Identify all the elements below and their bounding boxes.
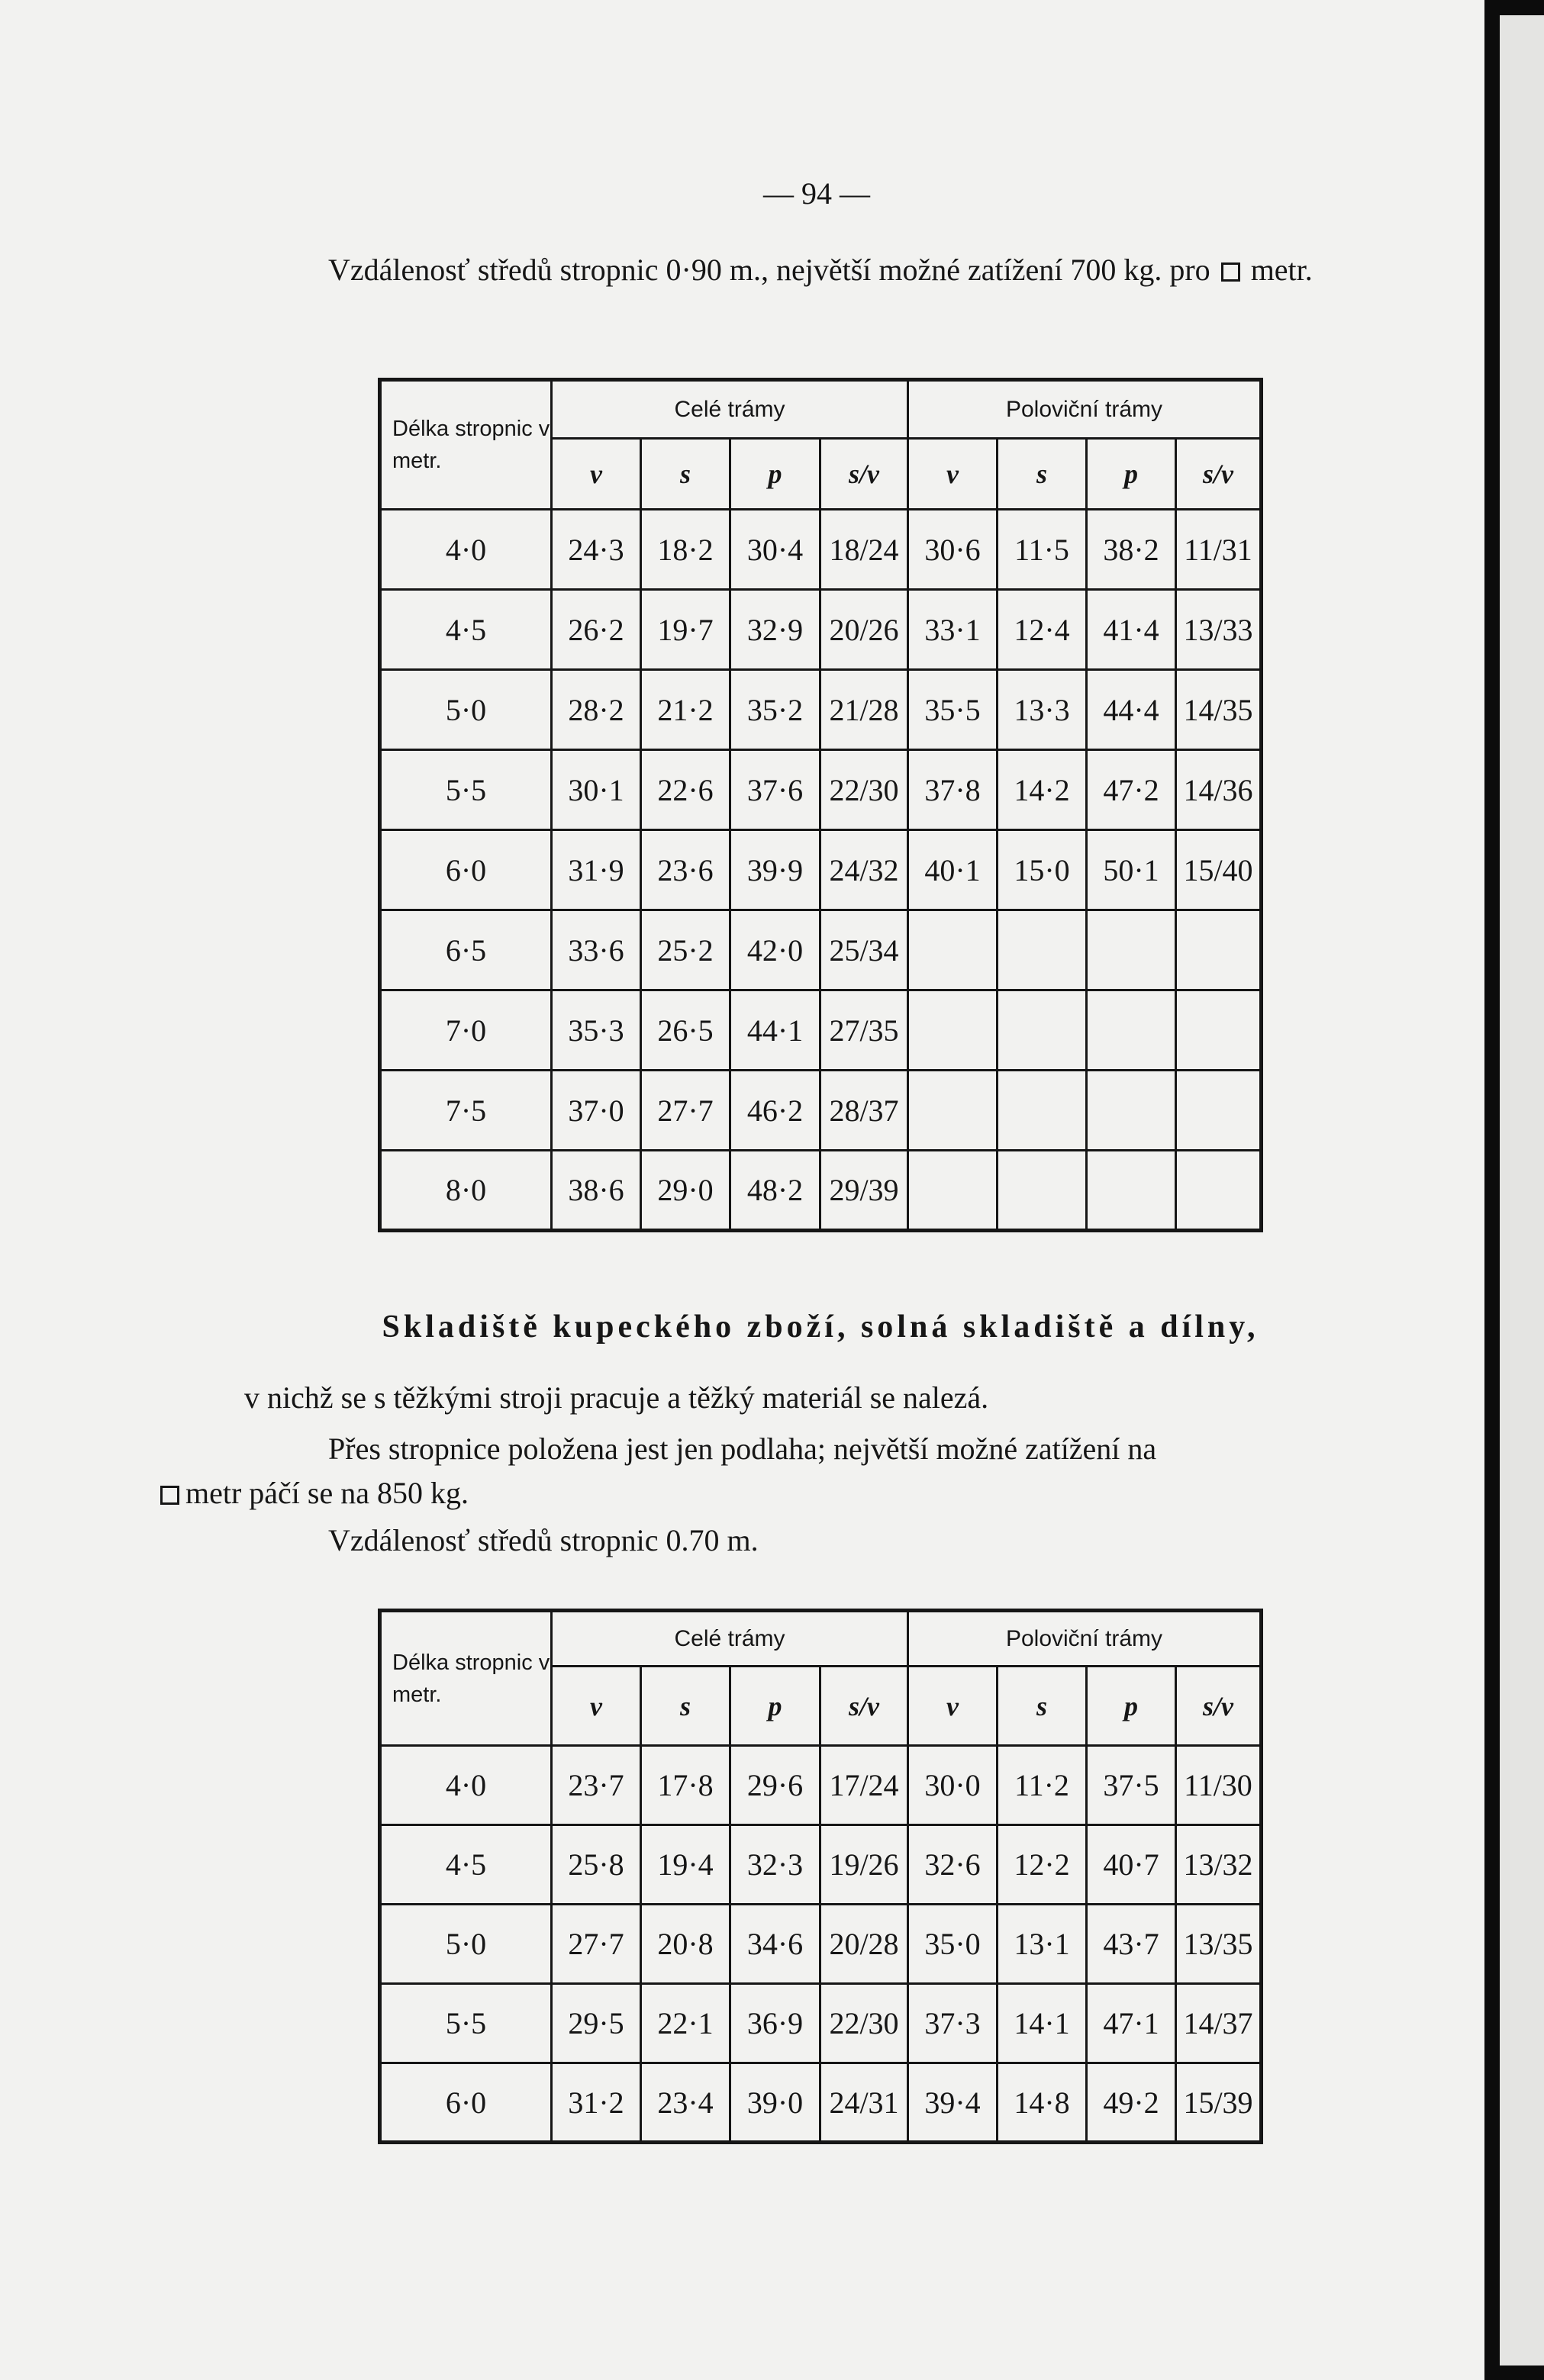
value-cell: 13·1: [998, 1905, 1087, 1984]
value-cell: 14/35: [1176, 670, 1262, 750]
subheader-cell: p: [1087, 439, 1176, 510]
value-cell: 22·1: [641, 1984, 730, 2063]
facing-page-edge: [1500, 15, 1544, 2366]
table-row: [380, 590, 1262, 670]
length-cell: 6·0: [380, 2063, 552, 2143]
paragraph-load: [185, 1427, 1397, 1515]
value-cell: 22/30: [820, 1984, 908, 2063]
value-cell: 27·7: [641, 1071, 730, 1151]
subheader-cell: v: [552, 439, 641, 510]
value-cell: 25·8: [552, 1825, 641, 1905]
table-row: [380, 1746, 1262, 1825]
value-cell: [998, 990, 1087, 1071]
value-cell: 12·2: [998, 1825, 1087, 1905]
value-cell: 47·1: [1087, 1984, 1176, 2063]
table-row: [380, 1071, 1262, 1151]
value-cell: 14·1: [998, 1984, 1087, 2063]
full-beams-header: Celé trámy: [552, 1611, 908, 1667]
length-cell: 8·0: [380, 1151, 552, 1231]
value-cell: [908, 910, 998, 990]
subheader-cell: s/v: [820, 439, 908, 510]
value-cell: 17·8: [641, 1746, 730, 1825]
load-table-1: [378, 378, 1263, 1232]
value-cell: 11·2: [998, 1746, 1087, 1825]
value-cell: 27·7: [552, 1905, 641, 1984]
value-cell: 20/26: [820, 590, 908, 670]
intro-text-tail: metr.: [1250, 253, 1313, 287]
length-cell: 4·0: [380, 510, 552, 590]
value-cell: 50·1: [1087, 830, 1176, 910]
value-cell: 12·4: [998, 590, 1087, 670]
value-cell: 29·6: [730, 1746, 820, 1825]
value-cell: 36·9: [730, 1984, 820, 2063]
subheader-cell: s: [998, 439, 1087, 510]
table-row: [380, 670, 1262, 750]
value-cell: 44·1: [730, 990, 820, 1071]
subheader-cell: v: [908, 439, 998, 510]
value-cell: 33·1: [908, 590, 998, 670]
value-cell: 30·4: [730, 510, 820, 590]
table-row: [380, 990, 1262, 1071]
value-cell: 19/26: [820, 1825, 908, 1905]
load-table-2: [378, 1609, 1263, 2144]
length-column-header: Délka stropnic v metr.: [380, 1611, 552, 1746]
value-cell: 14·8: [998, 2063, 1087, 2143]
value-cell: 19·7: [641, 590, 730, 670]
table-row: [380, 2063, 1262, 2143]
page-number: — 94 —: [763, 176, 870, 211]
table-row: [380, 1151, 1262, 1231]
value-cell: 29·0: [641, 1151, 730, 1231]
length-cell: 4·5: [380, 1825, 552, 1905]
value-cell: 30·6: [908, 510, 998, 590]
value-cell: 11/31: [1176, 510, 1262, 590]
value-cell: 14·2: [998, 750, 1087, 830]
value-cell: 33·6: [552, 910, 641, 990]
subheader-cell: p: [730, 439, 820, 510]
length-cell: 6·0: [380, 830, 552, 910]
value-cell: [908, 990, 998, 1071]
value-cell: [1176, 1151, 1262, 1231]
value-cell: 48·2: [730, 1151, 820, 1231]
value-cell: 23·7: [552, 1746, 641, 1825]
value-cell: [908, 1151, 998, 1231]
subheader-cell: s: [998, 1667, 1087, 1746]
value-cell: 18/24: [820, 510, 908, 590]
value-cell: [1087, 1071, 1176, 1151]
value-cell: [1176, 1071, 1262, 1151]
value-cell: 13/32: [1176, 1825, 1262, 1905]
half-beams-header: Poloviční trámy: [908, 380, 1262, 439]
subheader-cell: v: [552, 1667, 641, 1746]
length-cell: 7·0: [380, 990, 552, 1071]
length-cell: 4·5: [380, 590, 552, 670]
value-cell: 20/28: [820, 1905, 908, 1984]
value-cell: 27/35: [820, 990, 908, 1071]
value-cell: 18·2: [641, 510, 730, 590]
value-cell: 30·1: [552, 750, 641, 830]
value-cell: 11/30: [1176, 1746, 1262, 1825]
value-cell: 47·2: [1087, 750, 1176, 830]
paragraph-spacing: Vzdálenosť středů stropnic 0.70 m.: [328, 1523, 759, 1557]
paragraph-load-text: Přes stropnice položena jest jen podlaha; největší možné zatížení na: [328, 1432, 1157, 1466]
table-row: [380, 910, 1262, 990]
value-cell: 21·2: [641, 670, 730, 750]
value-cell: 23·6: [641, 830, 730, 910]
value-cell: 22/30: [820, 750, 908, 830]
table-row: [380, 830, 1262, 910]
value-cell: 24/32: [820, 830, 908, 910]
value-cell: 37·0: [552, 1071, 641, 1151]
value-cell: 14/36: [1176, 750, 1262, 830]
value-cell: [1176, 990, 1262, 1071]
value-cell: 20·8: [641, 1905, 730, 1984]
value-cell: 34·6: [730, 1905, 820, 1984]
section-heading: Skladiště kupeckého zboží, solná skladiště a dílny,: [382, 1309, 1259, 1345]
value-cell: [998, 910, 1087, 990]
value-cell: 29·5: [552, 1984, 641, 2063]
subheader-cell: p: [730, 1667, 820, 1746]
value-cell: [1087, 1151, 1176, 1231]
subheader-cell: s/v: [820, 1667, 908, 1746]
table-row: [380, 750, 1262, 830]
value-cell: 37·3: [908, 1984, 998, 2063]
length-cell: 4·0: [380, 1746, 552, 1825]
value-cell: 49·2: [1087, 2063, 1176, 2143]
value-cell: 14/37: [1176, 1984, 1262, 2063]
value-cell: 31·2: [552, 2063, 641, 2143]
subheader-cell: s/v: [1176, 1667, 1262, 1746]
value-cell: [998, 1151, 1087, 1231]
value-cell: 35·0: [908, 1905, 998, 1984]
square-symbol-icon: [160, 1486, 179, 1505]
length-column-header: Délka stropnic v metr.: [380, 380, 552, 510]
value-cell: 35·2: [730, 670, 820, 750]
value-cell: [1087, 910, 1176, 990]
value-cell: 23·4: [641, 2063, 730, 2143]
value-cell: 25·2: [641, 910, 730, 990]
value-cell: 26·2: [552, 590, 641, 670]
value-cell: 15/39: [1176, 2063, 1262, 2143]
table-row: [380, 1984, 1262, 2063]
value-cell: 15/40: [1176, 830, 1262, 910]
value-cell: 30·0: [908, 1746, 998, 1825]
value-cell: 29/39: [820, 1151, 908, 1231]
value-cell: 13·3: [998, 670, 1087, 750]
subheader-cell: s: [641, 439, 730, 510]
value-cell: 38·6: [552, 1151, 641, 1231]
paragraph-load-tail: metr páčí se na 850 kg.: [185, 1476, 469, 1510]
value-cell: 37·8: [908, 750, 998, 830]
value-cell: 40·1: [908, 830, 998, 910]
value-cell: 26·5: [641, 990, 730, 1071]
table-row: [380, 1905, 1262, 1984]
value-cell: 24·3: [552, 510, 641, 590]
value-cell: 19·4: [641, 1825, 730, 1905]
table-row: [380, 1825, 1262, 1905]
value-cell: 43·7: [1087, 1905, 1176, 1984]
square-symbol-icon: [1221, 262, 1240, 282]
subheader-cell: p: [1087, 1667, 1176, 1746]
value-cell: 46·2: [730, 1071, 820, 1151]
value-cell: 35·5: [908, 670, 998, 750]
subheader-cell: v: [908, 1667, 998, 1746]
value-cell: 32·3: [730, 1825, 820, 1905]
value-cell: 25/34: [820, 910, 908, 990]
value-cell: 39·0: [730, 2063, 820, 2143]
value-cell: 37·5: [1087, 1746, 1176, 1825]
table-row: [380, 510, 1262, 590]
value-cell: 35·3: [552, 990, 641, 1071]
value-cell: 32·6: [908, 1825, 998, 1905]
value-cell: 24/31: [820, 2063, 908, 2143]
value-cell: 11·5: [998, 510, 1087, 590]
value-cell: 31·9: [552, 830, 641, 910]
value-cell: 40·7: [1087, 1825, 1176, 1905]
intro-text: Vzdálenosť středů stropnic 0·90 m., největší možné zatížení 700 kg. pro: [328, 253, 1210, 287]
value-cell: [1087, 990, 1176, 1071]
length-cell: 6·5: [380, 910, 552, 990]
full-beams-header: Celé trámy: [552, 380, 908, 439]
value-cell: 41·4: [1087, 590, 1176, 670]
length-cell: 5·5: [380, 1984, 552, 2063]
paragraph-machines: v nichž se s těžkými stroji pracuje a těžký materiál se nalezá.: [244, 1380, 989, 1415]
value-cell: 15·0: [998, 830, 1087, 910]
half-beams-header: Poloviční trámy: [908, 1611, 1262, 1667]
intro-paragraph: [244, 248, 1397, 292]
value-cell: 13/33: [1176, 590, 1262, 670]
length-cell: 5·0: [380, 670, 552, 750]
value-cell: 38·2: [1087, 510, 1176, 590]
value-cell: 42·0: [730, 910, 820, 990]
value-cell: 17/24: [820, 1746, 908, 1825]
subheader-cell: s: [641, 1667, 730, 1746]
value-cell: [1176, 910, 1262, 990]
value-cell: 44·4: [1087, 670, 1176, 750]
value-cell: 13/35: [1176, 1905, 1262, 1984]
value-cell: 32·9: [730, 590, 820, 670]
length-cell: 5·0: [380, 1905, 552, 1984]
value-cell: 28·2: [552, 670, 641, 750]
length-cell: 7·5: [380, 1071, 552, 1151]
subheader-cell: s/v: [1176, 439, 1262, 510]
value-cell: 21/28: [820, 670, 908, 750]
value-cell: [908, 1071, 998, 1151]
value-cell: [998, 1071, 1087, 1151]
value-cell: 22·6: [641, 750, 730, 830]
length-cell: 5·5: [380, 750, 552, 830]
value-cell: 39·9: [730, 830, 820, 910]
value-cell: 28/37: [820, 1071, 908, 1151]
value-cell: 37·6: [730, 750, 820, 830]
value-cell: 39·4: [908, 2063, 998, 2143]
